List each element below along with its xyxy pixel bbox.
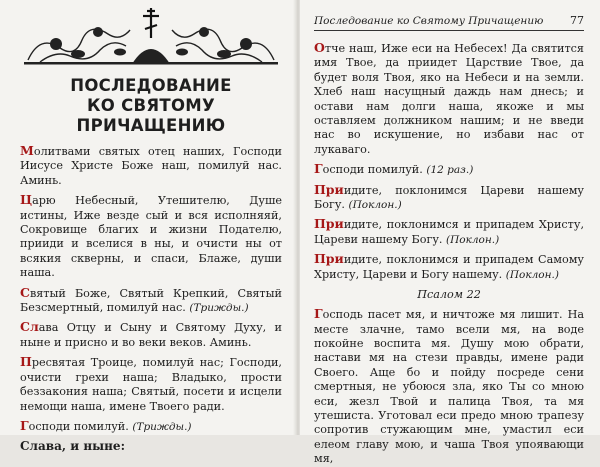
rubric-note: (Трижды.) — [132, 420, 192, 433]
prayer-paragraph: Приидите, поклонимся Цареви нашему Богу. (Поклон.) — [314, 181, 584, 212]
rubric-initial: Г — [314, 306, 323, 322]
prayer-paragraph: Святый Боже, Святый Крепкий, Святый Безсмертный, помилуй нас. (Трижды.) — [20, 284, 282, 315]
prayer-paragraph: Пресвятая Троице, помилуй нас; Господи, очисти грехи наша; Владыко, прости беззакония наша; Святый, посети и исцели немощи наша, имене Твоего ради. — [20, 354, 282, 413]
rubric-note: (12 раз.) — [426, 164, 474, 177]
prayer-paragraph: Отче наш, Иже еси на Небесех! Да святится имя Твое, да приидет Царствие Твое, да будет воля Твоя, яко на Небеси и на земли. Хлеб наш насущный даждь нам днесь; и остави нам долги наша, якоже и мы оставляем должником нашим; и не введи нас во искушение, но избави нас от лукаваго. — [314, 40, 584, 156]
right-page — [300, 0, 600, 466]
psalm-paragraph: Господь пасет мя, и ничтоже мя лишит. На месте злачне, тамо всели мя, на воде покойне воспита мя. Душу мою обрати, настави мя на стези правды, имене ради Своего. Аще бо и пойду посреде сени смертныя, не убоюся зла, яко Ты со мною еси, жезл Твой и палица Твоя, та мя утешиста. Уготовал еси предо мною трапезу сопротив стужающим мне, умастил еси елеом главу мою, и чаша Твоя упоявающи мя, — [314, 306, 584, 466]
prayer-paragraph: Молитвами святых отец наших, Господи Иисусе Христе Боже наш, помилуй нас. Аминь. — [20, 143, 282, 187]
closing-line: Слава, и ныне: — [20, 439, 125, 454]
title-line-2: КО СВЯТОМУ ПРИЧАЩЕНИЮ — [76, 96, 226, 135]
rubric-initial: Г — [314, 161, 323, 177]
rubric-initial: П — [20, 354, 32, 370]
left-page — [0, 0, 296, 454]
rubric-initial: М — [20, 143, 34, 158]
title-line-1: ПОСЛЕДОВАНИЕ — [70, 76, 232, 95]
rubric-note: (Поклон.) — [446, 233, 500, 246]
prayer-paragraph: Приидите, поклонимся и припадем Христу, Цареви нашему Богу. (Поклон.) — [314, 216, 584, 246]
section-title — [20, 76, 282, 136]
rubric-note: (Трижды.) — [189, 302, 249, 315]
psalm-heading: Псалом 22 — [417, 288, 481, 302]
prayer-paragraph: Господи помилуй. (Трижды.) — [20, 417, 192, 433]
prayer-paragraph: Господи помилуй. (12 раз.) — [314, 161, 474, 177]
prayer-paragraph: Царю Небесный, Утешителю, Душе истины, Иже везде сый и вся исполняяй, Сокровище благих и жизни Подателю, прииди и вселися в ны, и очисти ны от всякия скверны, и спаси, Блаже, души наша. — [20, 192, 282, 280]
rubric-initial: При — [314, 216, 344, 232]
rubric-note: (Поклон.) — [505, 268, 559, 281]
floral-ornament-icon — [20, 4, 282, 66]
rubric-initial: О — [314, 40, 325, 55]
headpiece-ornament — [20, 4, 282, 66]
running-head-title: Последование ко Святому Причащению — [314, 15, 544, 27]
rubric-initial: При — [314, 181, 344, 197]
rubric-initial: С — [20, 284, 30, 300]
running-header — [314, 0, 584, 31]
rubric-initial: Сл — [20, 319, 39, 335]
page-number: 77 — [570, 14, 584, 27]
prayer-paragraph: Приидите, поклонимся и припадем Самому Христу, Цареви и Богу нашему. (Поклон.) — [314, 251, 584, 281]
rubric-initial: При — [314, 251, 344, 267]
rubric-initial: Ц — [20, 192, 33, 208]
prayer-paragraph: Слава Отцу и Сыну и Святому Духу, и ныне и присно и во веки веков. Аминь. — [20, 319, 282, 349]
rubric-initial: Г — [20, 417, 29, 433]
rubric-note: (Поклон.) — [348, 199, 402, 212]
